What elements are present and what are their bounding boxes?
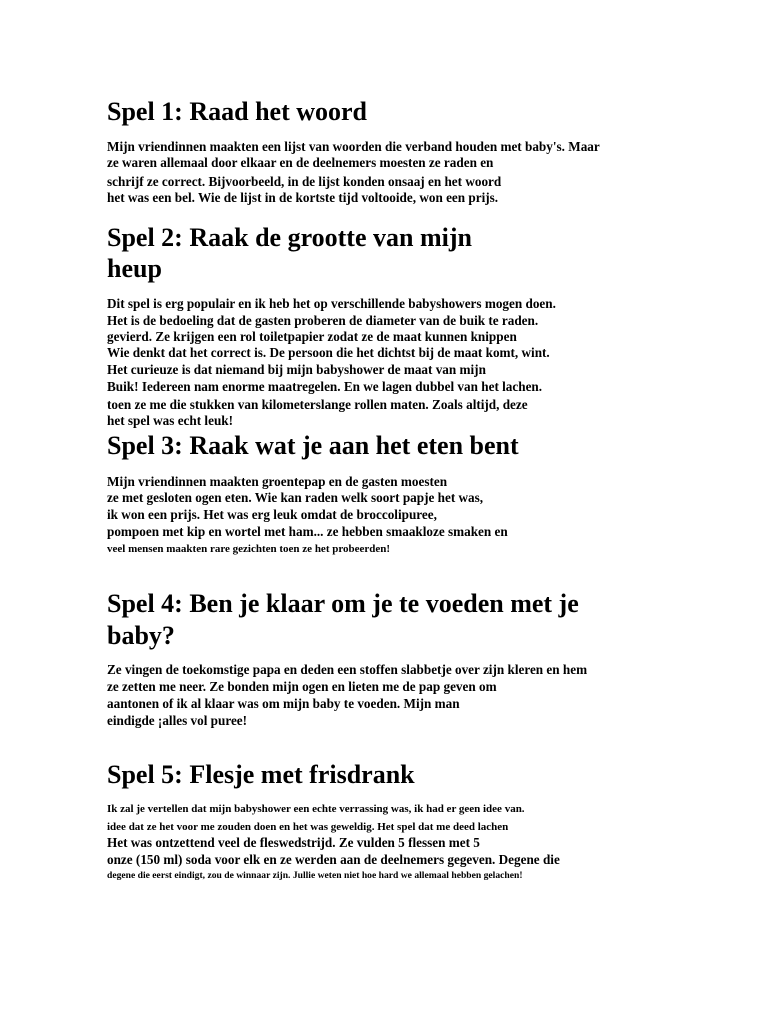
section-2-heading: Spel 2: Raak de grootte van mijn (107, 223, 472, 252)
section-2-line: het spel was echt leuk! (107, 413, 234, 428)
section-1-heading: Spel 1: Raad het woord (107, 97, 368, 126)
section-3-line: ze met gesloten ogen eten. Wie kan raden welk soort papje het was, (107, 490, 484, 505)
section-4-line: aantonen of ik al klaar was om mijn baby te voeden. Mijn man (107, 696, 460, 711)
section-5-line: Het was ontzettend veel de fleswedstrijd. Ze vulden 5 flessen met 5 (107, 835, 480, 850)
section-2-line: Het curieuze is dat niemand bij mijn babyshower de maat van mijn (107, 362, 486, 377)
section-2-heading-cont: heup (107, 254, 162, 283)
section-5-heading: Spel 5: Flesje met frisdrank (107, 760, 415, 789)
section-5-line: onze (150 ml) soda voor elk en ze werden aan de deelnemers gegeven. Degene die (107, 852, 560, 867)
section-2-line: Wie denkt dat het correct is. De persoon die het dichtst bij de maat komt, wint. (107, 345, 550, 360)
section-4-heading: Spel 4: Ben je klaar om je te voeden met je (107, 589, 579, 618)
section-3-line: pompoen met kip en wortel met ham... ze hebben smaakloze smaken en (107, 524, 508, 539)
section-3-heading: Spel 3: Raak wat je aan het eten bent (107, 431, 519, 460)
section-2-line: toen ze me die stukken van kilometerslange rollen maten. Zoals altijd, deze (107, 397, 528, 412)
section-5-line: degene die eerst eindigt, zou de winnaar zijn. Jullie weten niet hoe hard we allemaal hebben gelachen! (107, 870, 523, 881)
section-5-line: idee dat ze het voor me zouden doen en het was geweldig. Het spel dat me deed lachen (107, 821, 509, 833)
section-2-line: Buik! Iedereen nam enorme maatregelen. En we lagen dubbel van het lachen. (107, 379, 543, 394)
section-3-line: veel mensen maakten rare gezichten toen ze het probeerden! (107, 543, 391, 555)
section-2-line: Dit spel is erg populair en ik heb het op verschillende babyshowers mogen doen. (107, 296, 556, 311)
section-2-line: gevierd. Ze krijgen een rol toiletpapier zodat ze de maat kunnen knippen (107, 329, 517, 344)
section-4-line: Ze vingen de toekomstige papa en deden een stoffen slabbetje over zijn kleren en hem (107, 662, 588, 677)
section-4-line: ze zetten me neer. Ze bonden mijn ogen en lieten me de pap geven om (107, 679, 497, 694)
section-3-line: ik won een prijs. Het was erg leuk omdat de broccolipuree, (107, 507, 437, 522)
section-4-heading-cont: baby? (107, 621, 175, 650)
section-4-line: eindigde ¡alles vol puree! (107, 713, 248, 728)
section-1-line: ze waren allemaal door elkaar en de deelnemers moesten ze raden en (107, 155, 494, 170)
section-1-line: Mijn vriendinnen maakten een lijst van woorden die verband houden met baby's. Maar (107, 139, 600, 154)
section-3-line: Mijn vriendinnen maakten groentepap en de gasten moesten (107, 474, 448, 489)
section-5-line: Ik zal je vertellen dat mijn babyshower een echte verrassing was, ik had er geen idee van. (107, 803, 525, 815)
section-2-line: Het is de bedoeling dat de gasten proberen de diameter van de buik te raden. (107, 313, 539, 328)
section-1-line: schrijf ze correct. Bijvoorbeeld, in de lijst konden onsaaj en het woord (107, 174, 502, 189)
section-1-line: het was een bel. Wie de lijst in de kortste tijd voltooide, won een prijs. (107, 190, 499, 205)
